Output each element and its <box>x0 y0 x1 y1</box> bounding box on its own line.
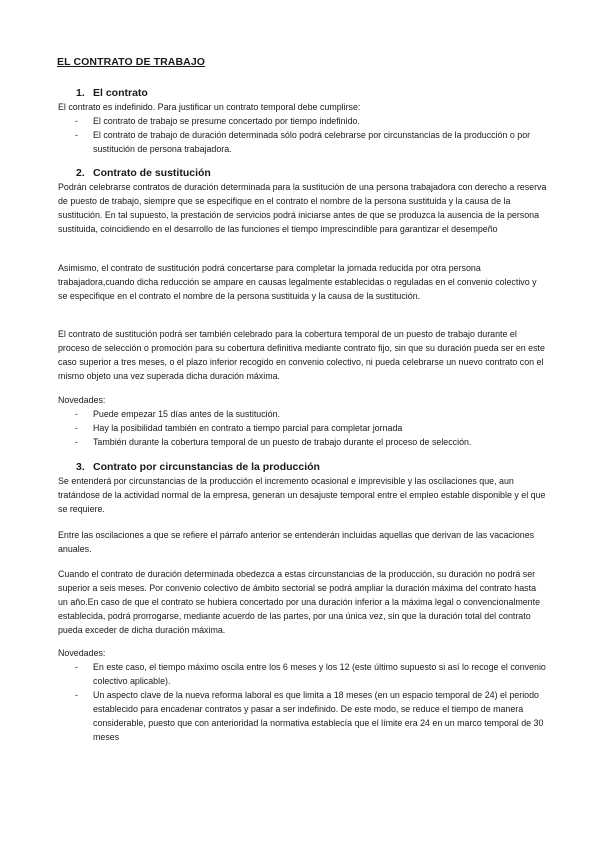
list-item: - También durante la cobertura temporal de un puesto de trabajo durante el proceso de selección. <box>75 437 472 447</box>
list-item: - Puede empezar 15 días antes de la sustitución. <box>75 409 280 419</box>
section-3-heading <box>76 461 320 473</box>
document-title: EL CONTRATO DE TRABAJO <box>57 56 206 68</box>
section-title: El contrato <box>93 87 148 99</box>
section-title: Contrato de sustitución <box>93 167 211 179</box>
section-3-novedades-label: Novedades: <box>58 648 106 658</box>
list-item: - El contrato de trabajo de duración determinada sólo podrá celebrarse por circunstancias de la producción o por sustitución de persona trabajadora. <box>75 130 531 154</box>
section-2-novedades-label: Novedades: <box>58 395 106 405</box>
section-2-paragraph-2: Asimismo, el contrato de sustitución podrá concertarse para completar la jornada reducida por otra persona trabajadora,cuando dicha reducción se ampare en causas legalmente establecidas o reguladas en el convenio colectivo y se especifique en el contrato el nombre de la persona sustituida y la causa de la sustitución. <box>58 263 537 301</box>
section-3-paragraph-3: Cuando el contrato de duración determinada obedezca a estas circunstancias de la producción, su duración no podrá ser superior a seis meses. Por convenio colectivo de ámbito sectorial se podrá ampliar la duración máxima del contrato hasta un año.En caso de que el contrato se hubiera concertado por una duración inferior a la máxima legal o convencionalmente establecida, podrá prorrogarse, mediante acuerdo de las partes, por una única vez, sin que la duración total del contrato pueda exceder de dicha duración máxima. <box>58 569 541 635</box>
section-2-paragraph-1: Podrán celebrarse contratos de duración determinada para la sustitución de una persona trabajadora con derecho a reserva de puesto de trabajo, siempre que se especifique en el contrato el nombre de la persona sustituida y la causa de la sustitución. En tal supuesto, la prestación de servicios podrá iniciarse antes de que se produzca la ausencia de la persona sustituida, coincidiendo en el desarrollo de las funciones el tiempo imprescindible para garantizar el desempeño <box>58 182 547 234</box>
section-3-paragraph-1: Se entenderá por circunstancias de la producción el incremento ocasional e imprevisible y las oscilaciones que, aun tratándose de la actividad normal de la empresa, generan un desajuste temporal entre el empleo estable disponible y el que se requiere. <box>58 476 546 514</box>
section-number: 2. <box>76 167 85 179</box>
section-title: Contrato por circunstancias de la producción <box>93 461 320 473</box>
section-1-heading <box>76 87 148 99</box>
section-1-intro: El contrato es indefinido. Para justificar un contrato temporal debe cumplirse: <box>58 102 361 112</box>
section-2-heading <box>76 167 211 179</box>
section-number: 1. <box>76 87 85 99</box>
section-3-bullets <box>58 660 548 744</box>
list-item: - El contrato de trabajo se presume concertado por tiempo indefinido. <box>75 116 360 126</box>
section-2-bullets <box>58 407 548 449</box>
list-item: - En este caso, el tiempo máximo oscila entre los 6 meses y los 12 (este último supuesto si así lo recoge el convenio colectivo aplicable). <box>75 662 546 686</box>
section-2-paragraph-3: El contrato de sustitución podrá ser también celebrado para la cobertura temporal de un puesto de trabajo durante el proceso de selección o promoción para su cobertura definitiva mediante contrato fijo, sin que su duración pueda ser en este caso superior a tres meses, o el plazo inferior recogido en convenio colectivo, ni pueda celebrarse un nuevo contrato con el mismo objeto una vez superada dicha duración máxima. <box>58 329 545 381</box>
section-3-paragraph-2: Entre las oscilaciones a que se refiere el párrafo anterior se entenderán incluidas aquellas que derivan de las vacaciones anuales. <box>58 530 535 554</box>
section-1-bullets <box>58 114 548 156</box>
list-item: - Un aspecto clave de la nueva reforma laboral es que limita a 18 meses (en un espacio temporal de 24) el periodo establecido para encadenar contratos y pasar a ser indefinido. De este modo, se reduce el tiempo de manera considerable, puesto que con anterioridad la normativa establecía que el límite era 24 en un marco temporal de 30 meses <box>75 690 544 742</box>
list-item: - Hay la posibilidad también en contrato a tiempo parcial para completar jornada <box>75 423 403 433</box>
section-number: 3. <box>76 461 85 473</box>
